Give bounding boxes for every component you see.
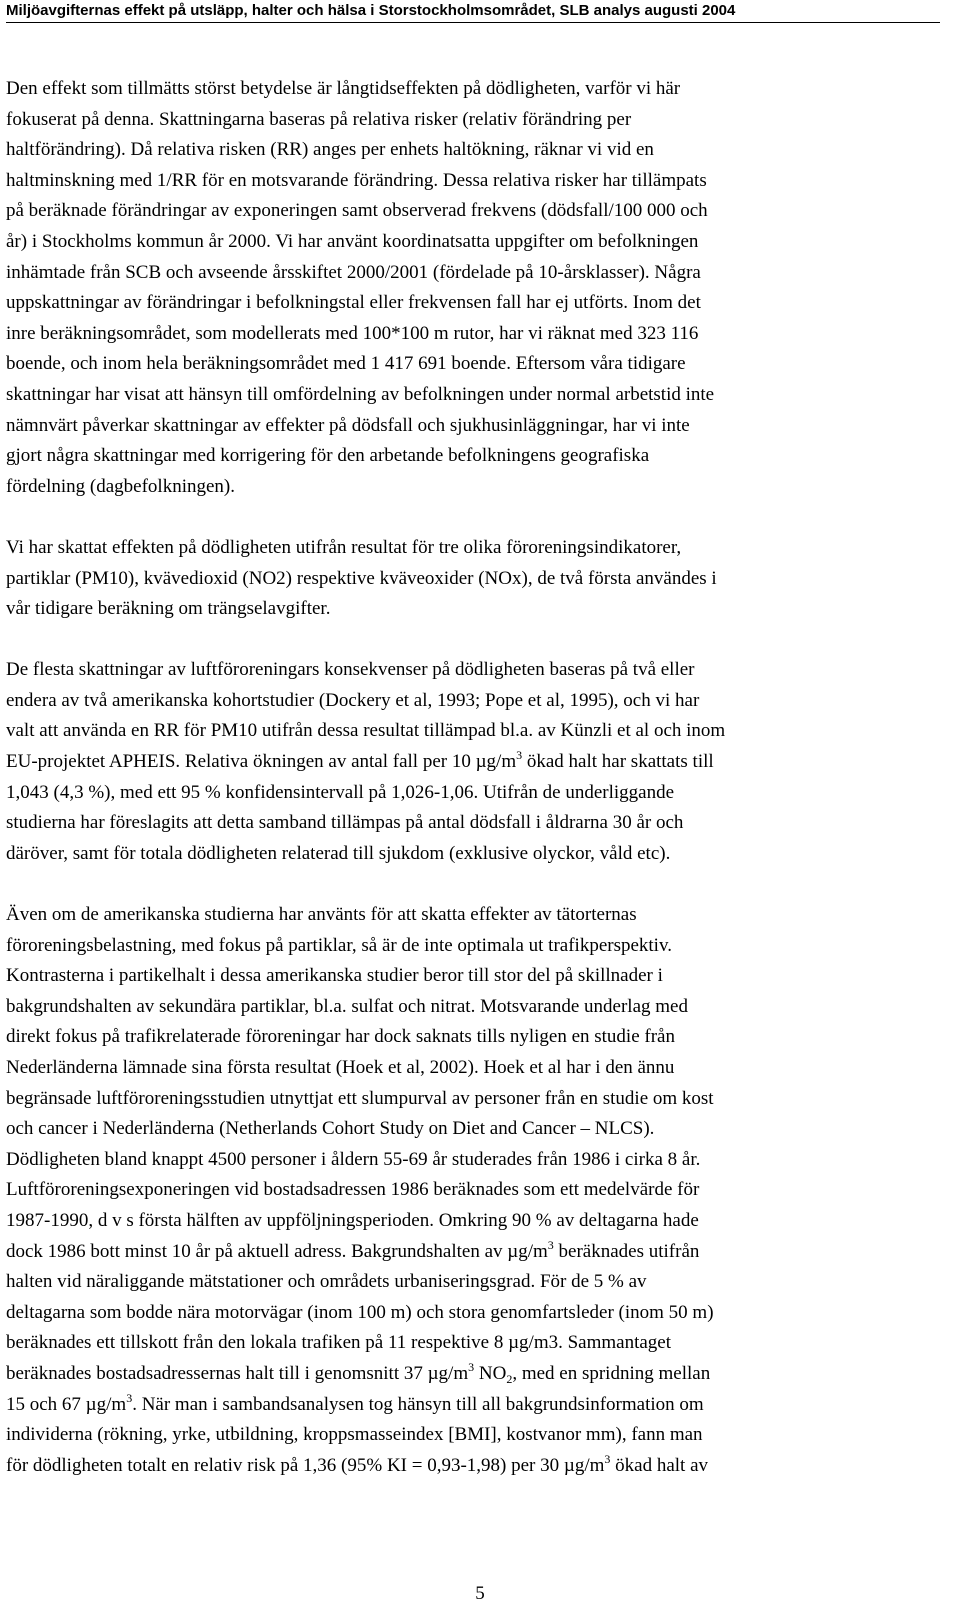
- text-line: boende, och inom hela beräkningsområdet med 1 417 691 boende. Eftersom våra tidigare: [6, 353, 686, 375]
- text-line: direkt fokus på trafikrelaterade föroreningar har dock saknats tills nyligen en studie från: [6, 1026, 675, 1048]
- superscript: 3: [604, 1451, 611, 1466]
- text-line: däröver, samt för totala dödligheten relaterad till sjukdom (exklusive olyckor, våld etc).: [6, 842, 671, 864]
- text-segment: , med en spridning mellan: [512, 1362, 711, 1384]
- text-line: Dödligheten bland knappt 4500 personer i åldern 55-69 år studerades från 1986 i cirka 8 år.: [6, 1148, 701, 1170]
- text-line: halten vid näraliggande mätstationer och områdets urbaniseringsgrad. För de 5 % av: [6, 1271, 647, 1293]
- text-line: [6, 747, 950, 778]
- text-line: uppskattningar av förändringar i befolkningstal eller frekvensen fall har ej utförts. Inom det: [6, 292, 701, 314]
- text-line: Den effekt som tillmätts störst betydelse är långtidseffekten på dödligheten, varför vi här: [6, 78, 681, 99]
- text-line: år) i Stockholms kommun år 2000. Vi har använt koordinatsatta uppgifter om befolkningen: [6, 230, 699, 252]
- text-line: [6, 1451, 950, 1482]
- text-line: deltagarna som bodde nära motorvägar (inom 100 m) och stora genomfartsleder (inom 50 m): [6, 1301, 714, 1323]
- paragraph-spacer: [6, 625, 950, 656]
- text-line: inre beräkningsområdet, som modellerats med 100*100 m rutor, har vi räknat med 323 116: [6, 322, 699, 344]
- superscript: 3: [126, 1390, 133, 1405]
- text-segment: NO: [474, 1362, 507, 1384]
- text-line: fördelning (dagbefolkningen).: [6, 475, 235, 497]
- page-number: 5: [475, 1583, 485, 1604]
- text-line: föroreningsbelastning, med fokus på partiklar, så är de inte optimala ut trafikperspektiv.: [6, 934, 672, 956]
- text-segment: beräknades bostadsadressernas halt till i genomsnitt 37 µg/m: [6, 1362, 469, 1384]
- text-line: haltförändring). Då relativa risken (RR) anges per enhets haltökning, räknar vi vid en: [6, 139, 654, 161]
- text-line: beräknades ett tillskott från den lokala trafiken på 11 respektive 8 µg/m3. Sammantaget: [6, 1332, 672, 1354]
- text-line: [6, 1390, 950, 1421]
- paragraph-spacer: [6, 869, 950, 900]
- text-line: endera av två amerikanska kohortstudier (Dockery et al, 1993; Pope et al, 1995), och vi har: [6, 689, 700, 711]
- text-line: studierna har föreslagits att detta samband tillämpas på antal dödsfall i åldrarna 30 år och: [6, 812, 684, 834]
- text-segment: ökad halt har skattats till: [522, 751, 714, 773]
- subscript: 2: [506, 1371, 513, 1386]
- superscript: 3: [516, 748, 523, 763]
- paragraph: [6, 900, 950, 1481]
- text-line: begränsade luftföroreningsstudien utnyttjat ett slumpurval av personer från en studie om kost: [6, 1087, 714, 1109]
- text-line: 1987-1990, d v s första hälften av uppföljningsperioden. Omkring 90 % av deltagarna hade: [6, 1209, 699, 1231]
- text-line: bakgrundshalten av sekundära partiklar, bl.a. sulfat och nitrat. Motsvarande underlag med: [6, 995, 688, 1017]
- text-segment: ökad halt av: [610, 1454, 708, 1476]
- superscript: 3: [468, 1359, 475, 1374]
- text-line: fokuserat på denna. Skattningarna baseras på relativa risker (relativ förändring per: [6, 108, 632, 130]
- paragraph: [6, 74, 950, 502]
- text-segment: dock 1986 bott minst 10 år på aktuell adress. Bakgrundshalten av µg/m: [6, 1240, 548, 1262]
- text-segment: 15 och 67 µg/m: [6, 1393, 127, 1415]
- text-line: nämnvärt påverkar skattningar av effekter på dödsfall och sjukhusinläggningar, har vi inte: [6, 414, 690, 436]
- text-line: Vi har skattat effekten på dödligheten utifrån resultat för tre olika föroreningsindikatorer,: [6, 536, 682, 558]
- text-line: [6, 1359, 950, 1390]
- text-line: gjort några skattningar med korrigering för den arbetande befolkningens geografiska: [6, 445, 650, 467]
- text-segment: beräknades utifrån: [553, 1240, 700, 1262]
- text-line: Luftföroreningsexponeringen vid bostadsadressen 1986 beräknades som ett medelvärde för: [6, 1179, 700, 1201]
- text-line: [6, 1237, 950, 1268]
- text-line: partiklar (PM10), kvävedioxid (NO2) respektive kväveoxider (NOx), de två första användes i: [6, 567, 717, 589]
- text-line: vår tidigare beräkning om trängselavgifter.: [6, 598, 331, 620]
- document-header: Miljöavgifternas effekt på utsläpp, halter och hälsa i Storstockholmsområdet, SLB analys augusti 2004: [6, 2, 736, 19]
- text-line: haltminskning med 1/RR för en motsvarande förändring. Dessa relativa risker har tillämpats: [6, 169, 707, 191]
- text-line: De flesta skattningar av luftföroreningars konsekvenser på dödligheten baseras på två eller: [6, 659, 695, 681]
- text-segment: . När man i sambandsanalysen tog hänsyn till all bakgrundsinformation om: [132, 1393, 704, 1415]
- paragraph: [6, 655, 950, 869]
- superscript: 3: [547, 1237, 554, 1252]
- text-line: 1,043 (4,3 %), med ett 95 % konfidensintervall på 1,026-1,06. Utifrån de underliggande: [6, 781, 674, 803]
- text-line: och cancer i Nederländerna (Netherlands Cohort Study on Diet and Cancer – NLCS).: [6, 1118, 655, 1140]
- text-segment: för dödligheten totalt en relativ risk på 1,36 (95% KI = 0,93-1,98) per 30 µg/m: [6, 1454, 605, 1476]
- paragraph: [6, 533, 950, 625]
- document-body: [6, 74, 950, 1481]
- text-line: Kontrasterna i partikelhalt i dessa amerikanska studier beror till stor del på skillnader i: [6, 965, 663, 987]
- text-segment: EU-projektet APHEIS. Relativa ökningen av antal fall per 10 µg/m: [6, 751, 517, 773]
- text-line: inhämtade från SCB och avseende årsskiftet 2000/2001 (fördelade på 10-årsklasser). Några: [6, 261, 701, 283]
- text-line: skattningar har visat att hänsyn till omfördelning av befolkningen under normal arbetstid inte: [6, 383, 715, 405]
- paragraph-spacer: [6, 502, 950, 533]
- header-divider: [6, 22, 940, 23]
- text-line: Även om de amerikanska studierna har använts för att skatta effekter av tätorternas: [6, 904, 637, 926]
- text-line: på beräknade förändringar av exponeringen samt observerad frekvens (dödsfall/100 000 och: [6, 200, 708, 222]
- text-line: Nederländerna lämnade sina första resultat (Hoek et al, 2002). Hoek et al har i den ännu: [6, 1057, 675, 1078]
- text-line: valt att använda en RR för PM10 utifrån dessa resultat tillämpad bl.a. av Künzli et al och inom: [6, 720, 726, 742]
- text-line: individerna (rökning, yrke, utbildning, kroppsmasseindex [BMI], kostvanor mm), fann man: [6, 1424, 703, 1446]
